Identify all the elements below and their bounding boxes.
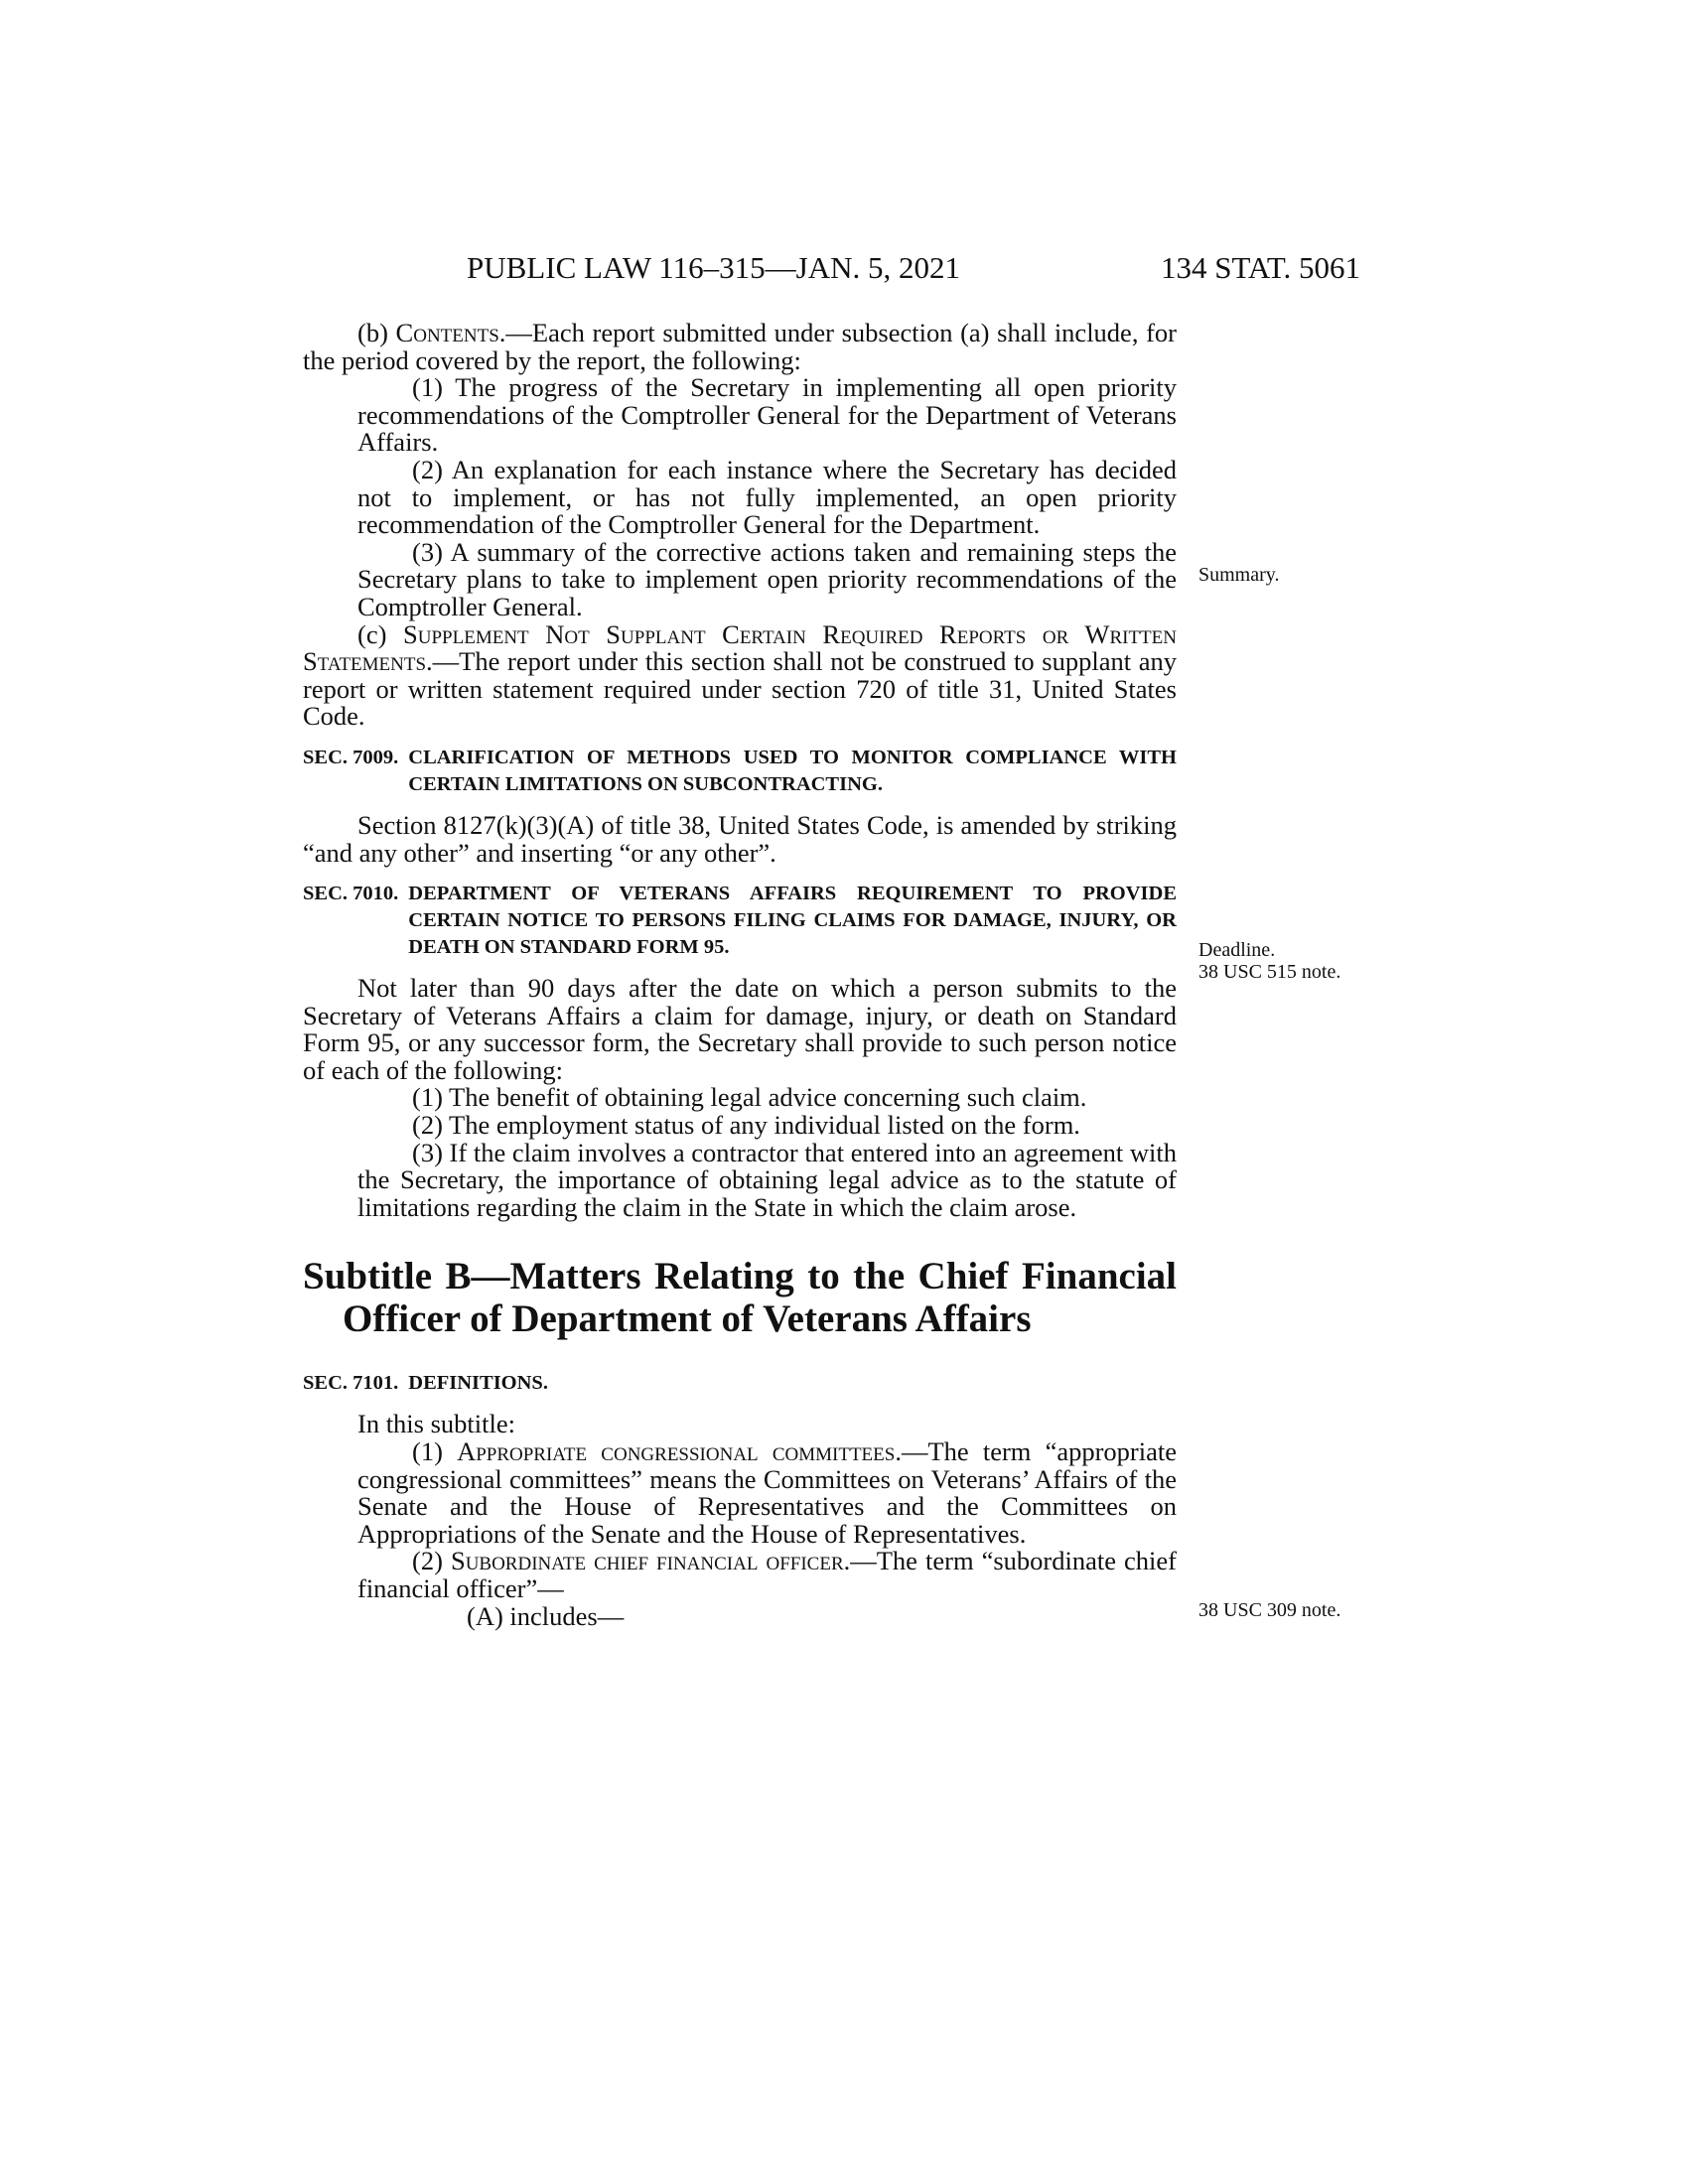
section-7010-heading <box>303 881 1177 961</box>
subsection-b-text: .—Each report submitted under subsection (a) shall include, for the period covered by the report, the following: <box>303 318 1177 375</box>
document-body <box>303 320 1177 1630</box>
definition-2-A: (A) includes— <box>467 1600 625 1631</box>
paragraph-7010-1: (1) The benefit of obtaining legal advice concerning such claim. <box>412 1082 1087 1113</box>
margin-note-deadline: Deadline. <box>1198 939 1276 961</box>
section-7101-heading <box>303 1370 1177 1397</box>
definition-2-label: (2) <box>412 1546 451 1576</box>
paragraph-b2: (2) An explanation for each instance where the Secretary has decided not to implement, or has not fully implemented, an open priority recommendation of the Comptroller General for the Department. <box>357 454 1177 540</box>
paragraph-7010-3: (3) If the claim involves a contractor that entered into an agreement with the Secretary, the importance of obtaining legal advice as to the statute of limitations regarding the claim in the State in which the claim arose. <box>357 1137 1177 1222</box>
paragraph-b1: (1) The progress of the Secretary in implementing all open priority recommendations of the Comptroller General for the Department of Veterans Affairs. <box>357 372 1177 458</box>
definition-1-label: (1) <box>412 1436 458 1467</box>
paragraph-b3: (3) A summary of the corrective actions taken and remaining steps the Secretary plans to take to implement open priority recommendations of the Comptroller General. <box>357 536 1177 621</box>
margin-note-usc309: 38 USC 309 note. <box>1198 1599 1341 1621</box>
section-7010-text: Not later than 90 days after the date on which a person submits to the Secretary of Veterans Affairs a claim for damage, injury, or death on Standard Form 95, or any successor form, the Secretary shall provide to such person notice of each of the following: <box>303 973 1177 1085</box>
section-number: SEC. 7009. <box>303 746 399 768</box>
definition-1-text: .—The term “appropriate congressional committees” means the Committees on Veterans’ Affairs of the Senate and the House of Representatives and the Committees on Appropriations of the Senate and the House of Representatives. <box>357 1436 1178 1549</box>
header-law-citation: PUBLIC LAW 116–315—JAN. 5, 2021 <box>467 250 960 285</box>
paragraph-7010-2: (2) The employment status of any individual listed on the form. <box>412 1110 1080 1141</box>
section-title: DEFINITIONS. <box>408 1372 548 1395</box>
section-7009-heading <box>303 745 1177 798</box>
subsection-c <box>303 618 1177 732</box>
header-stat-page: 134 STAT. 5061 <box>1160 250 1360 285</box>
section-title: DEPARTMENT OF VETERANS AFFAIRS REQUIREMENT TO PROVIDE CERTAIN NOTICE TO PERSONS FILING CLAIMS FOR DAMAGE, INJURY, OR DEATH ON STANDARD FORM 95. <box>408 883 1177 959</box>
section-title: CLARIFICATION OF METHODS USED TO MONITOR COMPLIANCE WITH CERTAIN LIMITATIONS ON SUBCONTRACTING. <box>408 746 1177 795</box>
margin-note-summary: Summary. <box>1198 564 1280 586</box>
subsection-c-heading: Supplement Not Supplant Certain Required Reports or Written Statements <box>303 618 1177 677</box>
definition-2-text: .—The term “subordinate chief financial officer”— <box>357 1546 1177 1603</box>
definition-1-heading: Appropriate congressional committees <box>457 1436 896 1467</box>
subtitle-heading: Subtitle B—Matters Relating to the Chief Financial Officer of Department of Veterans Affairs <box>303 1255 1177 1341</box>
subsection-c-label: (c) <box>357 618 404 649</box>
section-number: SEC. 7010. <box>303 883 399 905</box>
subsection-c-text: .—The report under this section shall not be construed to supplant any report or written statement required under section 720 of title 31, United States Code. <box>303 646 1177 732</box>
definition-2-heading: Subordinate chief financial officer <box>450 1546 844 1576</box>
definition-2 <box>303 1548 1177 1602</box>
subsection-b-heading: Contents <box>395 318 499 347</box>
subsection-b: (b) Contents.—Each report submitted under subsection (a) shall include, for the period covered by the report, the following: <box>303 318 1177 375</box>
margin-note-usc515: 38 USC 515 note. <box>1198 961 1341 983</box>
section-7009-text: Section 8127(k)(3)(A) of title 38, United States Code, is amended by striking “and any other” and inserting “or any other”. <box>303 809 1177 868</box>
section-number: SEC. 7101. <box>303 1372 399 1395</box>
definition-1 <box>303 1438 1177 1548</box>
definitions-intro: In this subtitle: <box>357 1409 515 1439</box>
